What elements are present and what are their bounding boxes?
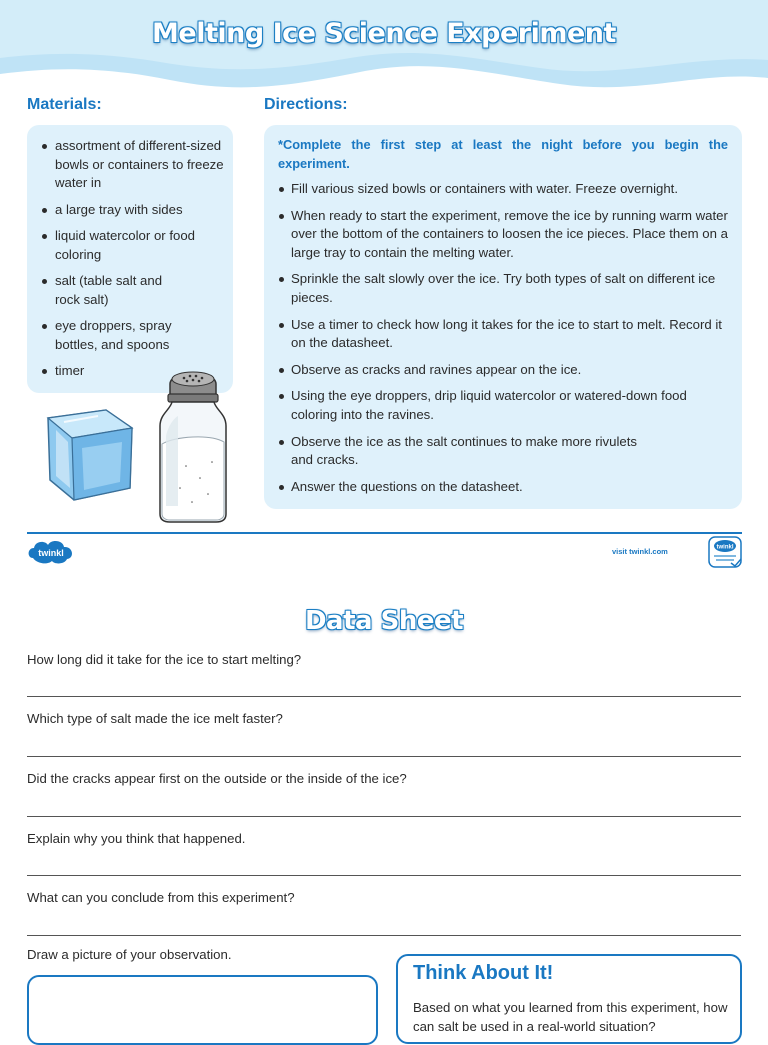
directions-heading: Directions:	[264, 96, 348, 113]
materials-item: timer	[41, 362, 225, 381]
direction-step: When ready to start the experiment, remove the ice by running warm water over the bottom of the containers to loosen the ice pieces. Place them on a large tray to contain the melting water.	[278, 207, 730, 263]
answer-line-4[interactable]	[27, 875, 741, 876]
draw-prompt: Draw a picture of your observation.	[27, 947, 232, 962]
materials-item: a large tray with sides	[41, 201, 225, 220]
direction-step: Fill various sized bowls or containers with water. Freeze overnight.	[278, 180, 730, 199]
materials-list	[41, 137, 225, 389]
directions-panel	[264, 125, 742, 509]
materials-item: eye droppers, spray bottles, and spoons	[41, 317, 173, 354]
datasheet-title: Data Sheet	[304, 606, 464, 636]
footer-divider	[27, 532, 742, 534]
direction-step: Sprinkle the salt slowly over the ice. Try both types of salt on different ice pieces.	[278, 270, 730, 307]
answer-line-2[interactable]	[27, 756, 741, 757]
think-title: Think About It!	[413, 962, 554, 984]
question-1: How long did it take for the ice to start melting?	[27, 652, 302, 667]
question-2: Which type of salt made the ice melt faster?	[27, 711, 283, 726]
drawing-area[interactable]	[27, 975, 378, 1045]
direction-step: Answer the questions on the datasheet.	[278, 478, 730, 497]
answer-line-3[interactable]	[27, 816, 741, 817]
think-body: Based on what you learned from this experiment, how can salt be used in a real-world situation?	[413, 1000, 728, 1034]
ice-cube-icon	[44, 408, 136, 504]
direction-step: Using the eye droppers, drip liquid watercolor or watered-down food coloring into the ravines.	[278, 387, 730, 424]
header-banner	[0, 0, 768, 96]
question-4: Explain why you think that happened.	[27, 831, 246, 846]
question-5: What can you conclude from this experiment?	[27, 890, 295, 905]
logo-text: twinkl	[38, 548, 64, 558]
direction-step: Observe the ice as the salt continues to make more rivulets and cracks.	[278, 433, 658, 470]
salt-shaker-icon	[156, 366, 230, 524]
direction-step: Use a timer to check how long it takes for the ice to start to melt. Record it on the datasheet.	[278, 316, 730, 353]
materials-item: assortment of different-sized bowls or containers to freeze water in	[41, 137, 225, 193]
quality-badge-icon	[707, 535, 743, 569]
materials-item: liquid watercolor or food coloring	[41, 227, 225, 264]
materials-item: salt (table salt and rock salt)	[41, 272, 171, 309]
twinkl-logo[interactable]	[27, 538, 75, 566]
answer-line-5[interactable]	[27, 935, 741, 936]
visit-link[interactable]: visit twinkl.com	[612, 547, 668, 556]
materials-heading: Materials:	[27, 96, 102, 113]
think-about-it-panel	[396, 954, 742, 1044]
answer-line-1[interactable]	[27, 696, 741, 697]
directions-list	[278, 180, 730, 504]
direction-step: Observe as cracks and ravines appear on the ice.	[278, 361, 730, 380]
directions-note: *Complete the first step at least the night before you begin the experiment.	[278, 137, 728, 171]
question-3: Did the cracks appear first on the outside or the inside of the ice?	[27, 771, 407, 786]
page-title: Melting Ice Science Experiment	[152, 18, 616, 49]
badge-text: twinkl	[716, 544, 734, 551]
materials-panel	[27, 125, 233, 393]
